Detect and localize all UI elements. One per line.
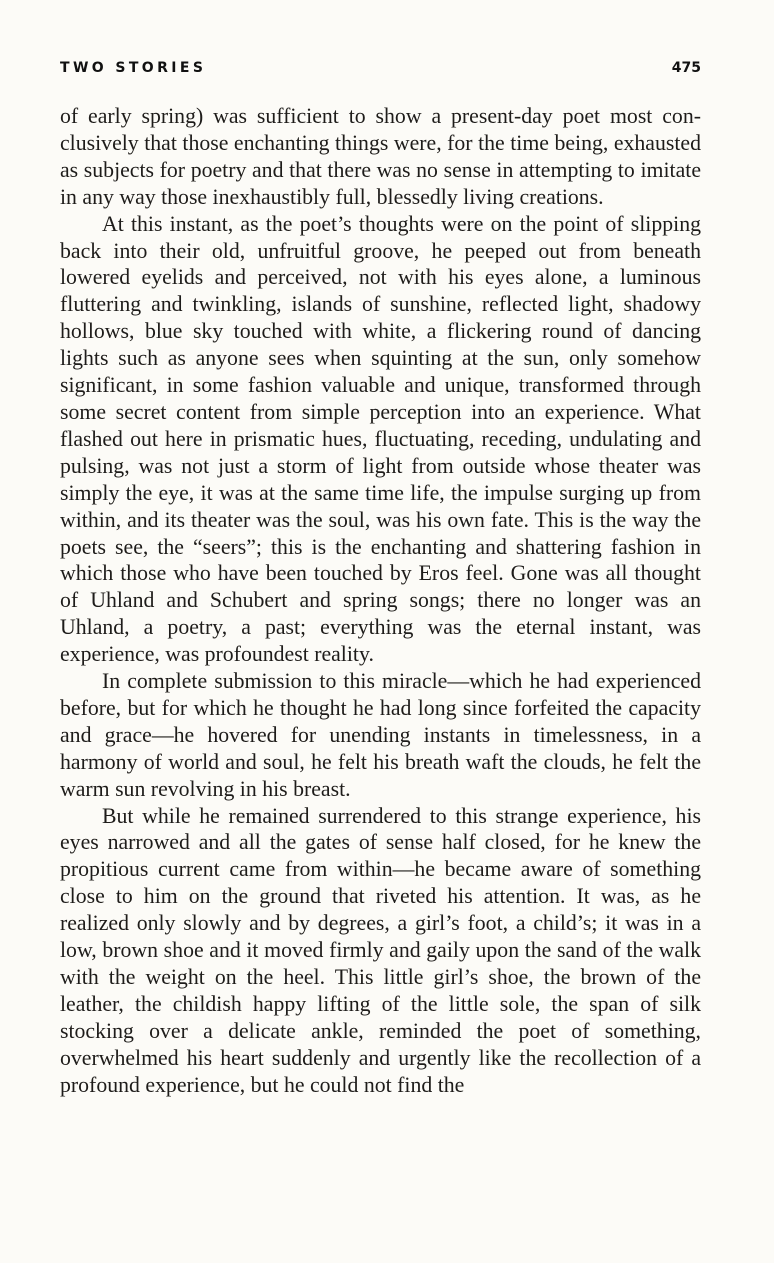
running-title: TWO STORIES — [60, 60, 207, 76]
paragraph: In complete submission to this miracle—which he had experienced before, but for which he thought he had long since forfeited the capacity and grace—he hovered for unending instants in timelessness, in a harmony of world and soul, he felt his breath waft the clouds, he felt the warm sun revolving in his breast. — [60, 669, 701, 801]
paragraph: of early spring) was sufficient to show a present-day poet most conclusively that those enchanting things were, for the time being, exhausted as subjects for poetry and that there was no sense in attempting to imitate in any way those inexhaustibly full, blessedly living creations. — [60, 104, 701, 209]
page-number: 475 — [671, 60, 701, 76]
running-head — [60, 60, 701, 82]
paragraph: At this instant, as the poet’s thoughts were on the point of slipping back into their old, unfruitful groove, he peeped out from beneath lowered eyelids and perceived, not with his eyes alone, a luminous fluttering and twinkling, islands of sunshine, reflected light, shadowy hollows, blue sky touched with white, a flickering round of dancing lights such as anyone sees when squinting at the sun, only somehow significant, in some fashion valuable and unique, transformed through some secret content from simple perception into an experience. What flashed out here in prismatic hues, fluctuating, receding, undulating and pulsing, was not just a storm of light from outside whose theater was simply the eye, it was at the same time life, the impulse surging up from within, and its theater was the soul, was his own fate. This is the way the poets see, the “seers”; this is the enchanting and shattering fashion in which those who have been touched by Eros feel. Gone was all thought of Uhland and Schubert and spring songs; there no longer was an Uhland, a poetry, a past; everything was the eternal instant, was experience, was profoundest reality. — [60, 211, 701, 667]
body-text — [60, 103, 701, 1099]
paragraph: But while he remained surrendered to this strange experience, his eyes narrowed and all the gates of sense half closed, for he knew the propitious current came from within—he became aware of something close to him on the ground that riveted his attention. It was, as he realized only slowly and by degrees, a girl’s foot, a child’s; it was in a low, brown shoe and it moved firmly and gaily upon the sand of the walk with the weight on the heel. This little girl’s shoe, the brown of the leather, the childish happy lifting of the little sole, the span of silk stocking over a delicate ankle, reminded the poet of something, overwhelmed his heart suddenly and urgently like the recollection of a profound experience, but he could not find the — [60, 803, 701, 1097]
